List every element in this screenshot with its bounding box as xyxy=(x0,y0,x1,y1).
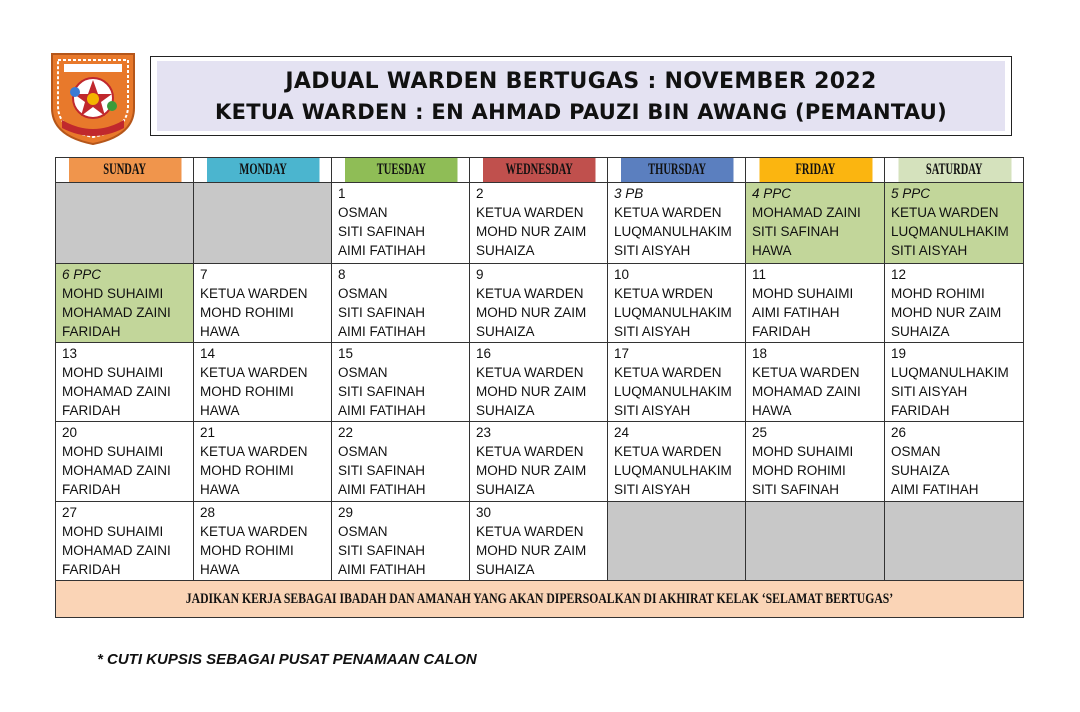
page-title: JADUAL WARDEN BERTUGAS : NOVEMBER 2022 xyxy=(285,68,877,94)
warden-name: LUQMANULHAKIM xyxy=(891,365,1009,380)
warden-name: SUHAIZA xyxy=(476,243,535,258)
day-header-label: TUESDAY xyxy=(375,161,426,178)
day-cell-content xyxy=(332,502,469,580)
day-header-monday xyxy=(206,158,319,183)
warden-name: LUQMANULHAKIM xyxy=(891,224,1009,239)
day-cell-content xyxy=(332,343,469,421)
day-number: 29 xyxy=(338,505,354,520)
day-cell-content xyxy=(56,502,193,580)
day-number: 1 xyxy=(338,186,346,201)
day-cell-content xyxy=(885,264,1023,342)
warden-name: KETUA WARDEN xyxy=(200,524,308,539)
day-cell-content xyxy=(885,343,1023,421)
warden-name: MOHAMAD ZAINI xyxy=(62,463,171,478)
warden-name: MOHD SUHAIMI xyxy=(752,444,854,459)
warden-name: SUHAIZA xyxy=(476,562,535,577)
day-cell-content xyxy=(608,264,745,342)
warden-name: SITI AISYAH xyxy=(891,384,968,399)
warden-name: KETUA WARDEN xyxy=(476,286,584,301)
warden-name: HAWA xyxy=(200,403,240,418)
warden-name: SUHAIZA xyxy=(476,482,535,497)
week-row xyxy=(56,422,1024,502)
warden-name: KETUA WARDEN xyxy=(476,205,584,220)
warden-name: KETUA WARDEN xyxy=(476,524,584,539)
warden-name: SITI SAFINAH xyxy=(752,482,840,497)
day-number: 17 xyxy=(614,346,630,361)
warden-name: KETUA WARDEN xyxy=(614,365,722,380)
warden-name: OSMAN xyxy=(338,524,388,539)
warden-name: HAWA xyxy=(200,562,240,577)
warden-name: SITI SAFINAH xyxy=(752,224,840,239)
day-number: 22 xyxy=(338,425,354,440)
day-cell-content xyxy=(194,343,331,421)
day-number: 16 xyxy=(476,346,492,361)
day-cell xyxy=(332,264,470,343)
week-row xyxy=(56,264,1024,343)
warden-name: MOHD SUHAIMI xyxy=(62,524,164,539)
day-number: 3 PB xyxy=(614,186,644,201)
day-cell-content xyxy=(470,343,607,421)
warden-name: AIMI FATIHAH xyxy=(338,403,426,418)
day-cell xyxy=(746,183,885,264)
warden-name: SITI AISYAH xyxy=(891,243,968,258)
motto-row xyxy=(56,581,1024,618)
day-cell-content xyxy=(608,183,745,261)
day-number: 11 xyxy=(752,267,767,282)
day-number: 4 PPC xyxy=(752,186,792,201)
warden-name: KETUA WARDEN xyxy=(752,365,860,380)
day-number: 5 PPC xyxy=(891,186,931,201)
warden-name: SITI SAFINAH xyxy=(338,224,426,239)
day-cell-content xyxy=(885,422,1023,500)
warden-name: MOHD ROHIMI xyxy=(200,305,294,320)
warden-name: KETUA WARDEN xyxy=(200,286,308,301)
warden-name: MOHAMAD ZAINI xyxy=(62,305,171,320)
day-cell xyxy=(56,343,194,422)
week-row xyxy=(56,183,1024,264)
day-cell-content xyxy=(56,343,193,421)
footnote: * CUTI KUPSIS SEBAGAI PUSAT PENAMAAN CALON xyxy=(97,651,477,668)
warden-name: FARIDAH xyxy=(62,324,121,339)
warden-name: KETUA WARDEN xyxy=(200,365,308,380)
day-header-saturday xyxy=(897,158,1011,183)
warden-name: MOHD ROHIMI xyxy=(200,543,294,558)
warden-name: MOHD SUHAIMI xyxy=(752,286,854,301)
day-header-label: SUNDAY xyxy=(103,161,146,178)
day-header-label: THURSDAY xyxy=(647,161,706,178)
warden-name: SITI SAFINAH xyxy=(338,384,426,399)
day-number: 15 xyxy=(338,346,354,361)
day-cell xyxy=(470,343,608,422)
day-cell-content xyxy=(608,343,745,421)
warden-name: HAWA xyxy=(752,403,792,418)
day-cell xyxy=(746,343,885,422)
warden-name: OSMAN xyxy=(338,286,388,301)
day-cell xyxy=(746,422,885,502)
warden-name: KETUA WARDEN xyxy=(476,365,584,380)
warden-name: AIMI FATIHAH xyxy=(338,482,426,497)
day-cell-content xyxy=(470,264,607,342)
day-cell-content xyxy=(746,422,884,500)
title-panel xyxy=(157,61,1005,131)
day-cell xyxy=(608,264,746,343)
warden-name: OSMAN xyxy=(891,444,941,459)
warden-name: KETUA WARDEN xyxy=(614,205,722,220)
day-number: 6 PPC xyxy=(62,267,102,282)
day-cell-content xyxy=(332,264,469,342)
day-cell xyxy=(56,264,194,343)
week-row xyxy=(56,502,1024,581)
empty-day-cell xyxy=(194,183,332,264)
warden-name: OSMAN xyxy=(338,444,388,459)
warden-name: SITI AISYAH xyxy=(614,403,691,418)
warden-name: LUQMANULHAKIM xyxy=(614,305,732,320)
warden-name: OSMAN xyxy=(338,365,388,380)
warden-name: AIMI FATIHAH xyxy=(338,324,426,339)
warden-name: MOHD NUR ZAIM xyxy=(476,224,587,239)
warden-name: MOHD NUR ZAIM xyxy=(476,463,587,478)
warden-name: OSMAN xyxy=(338,205,388,220)
day-number: 18 xyxy=(752,346,768,361)
warden-name: MOHD SUHAIMI xyxy=(62,286,164,301)
day-number: 25 xyxy=(752,425,768,440)
warden-name: FARIDAH xyxy=(752,324,811,339)
day-header-sunday xyxy=(68,158,181,183)
day-cell xyxy=(746,264,885,343)
day-cell-content xyxy=(332,183,469,261)
warden-name: MOHD ROHIMI xyxy=(752,463,846,478)
day-number: 2 xyxy=(476,186,484,201)
warden-name: AIMI FATIHAH xyxy=(891,482,979,497)
warden-name: HAWA xyxy=(200,482,240,497)
weekday-header-row xyxy=(56,158,1024,183)
day-cell xyxy=(885,343,1024,422)
day-cell-content xyxy=(194,264,331,342)
warden-name: MOHAMAD ZAINI xyxy=(62,384,171,399)
day-number: 30 xyxy=(476,505,492,520)
warden-schedule-table xyxy=(55,157,1024,618)
school-crest-logo xyxy=(48,50,138,146)
day-cell xyxy=(885,422,1024,502)
warden-name: MOHD NUR ZAIM xyxy=(476,384,587,399)
day-number: 24 xyxy=(614,425,630,440)
warden-name: KETUA WARDEN xyxy=(614,444,722,459)
warden-name: SITI SAFINAH xyxy=(338,463,426,478)
day-number: 20 xyxy=(62,425,78,440)
day-cell-content xyxy=(746,183,884,261)
day-cell xyxy=(470,183,608,264)
day-header-tuesday xyxy=(344,158,457,183)
day-header-label: FRIDAY xyxy=(795,161,835,178)
warden-name: MOHD SUHAIMI xyxy=(62,444,164,459)
warden-name: AIMI FATIHAH xyxy=(338,243,426,258)
day-cell-content xyxy=(56,422,193,500)
day-header-wednesday xyxy=(482,158,595,183)
warden-name: SITI SAFINAH xyxy=(338,305,426,320)
warden-name: KETUA WARDEN xyxy=(891,205,999,220)
warden-name: LUQMANULHAKIM xyxy=(614,463,732,478)
warden-name: FARIDAH xyxy=(62,403,121,418)
day-cell-content xyxy=(470,183,607,261)
empty-day-cell xyxy=(608,502,746,581)
empty-day-cell xyxy=(56,183,194,264)
day-cell-content xyxy=(56,264,193,342)
day-number: 28 xyxy=(200,505,216,520)
day-header-label: MONDAY xyxy=(238,161,287,178)
day-cell-content xyxy=(194,502,331,580)
day-cell-content xyxy=(470,502,607,580)
day-number: 7 xyxy=(200,267,208,282)
warden-name: SITI AISYAH xyxy=(614,324,691,339)
warden-name: AIMI FATIHAH xyxy=(752,305,840,320)
day-cell xyxy=(470,422,608,502)
day-cell xyxy=(470,264,608,343)
warden-name: MOHD NUR ZAIM xyxy=(891,305,1002,320)
warden-name: MOHAMAD ZAINI xyxy=(62,543,171,558)
day-number: 12 xyxy=(891,267,907,282)
warden-name: SITI AISYAH xyxy=(614,243,691,258)
day-cell xyxy=(56,502,194,581)
day-number: 13 xyxy=(62,346,78,361)
day-number: 10 xyxy=(614,267,630,282)
warden-name: FARIDAH xyxy=(62,482,121,497)
day-cell xyxy=(332,422,470,502)
warden-name: AIMI FATIHAH xyxy=(338,562,426,577)
day-header-label: SATURDAY xyxy=(925,161,983,178)
day-cell xyxy=(885,264,1024,343)
warden-name: MOHD NUR ZAIM xyxy=(476,305,587,320)
title-box xyxy=(150,56,1012,136)
warden-name: HAWA xyxy=(752,243,792,258)
week-row xyxy=(56,343,1024,422)
warden-name: SUHAIZA xyxy=(476,403,535,418)
warden-name: MOHD ROHIMI xyxy=(200,463,294,478)
warden-name: SUHAIZA xyxy=(476,324,535,339)
day-cell xyxy=(608,343,746,422)
day-cell xyxy=(885,183,1024,264)
warden-name: MOHD ROHIMI xyxy=(200,384,294,399)
warden-name: FARIDAH xyxy=(62,562,121,577)
warden-name: MOHD NUR ZAIM xyxy=(476,543,587,558)
day-cell-content xyxy=(746,264,884,342)
day-cell-content xyxy=(194,422,331,500)
page-subtitle: KETUA WARDEN : EN AHMAD PAUZI BIN AWANG (PEMANTAU) xyxy=(215,99,947,124)
day-number: 14 xyxy=(200,346,216,361)
day-cell xyxy=(194,264,332,343)
warden-name: MOHD SUHAIMI xyxy=(62,365,164,380)
warden-name: KETUA WRDEN xyxy=(614,286,714,301)
day-header-label: WEDNESDAY xyxy=(504,161,573,178)
day-number: 21 xyxy=(200,425,216,440)
day-cell xyxy=(194,502,332,581)
day-cell xyxy=(332,183,470,264)
day-cell-content xyxy=(746,343,884,421)
day-number: 27 xyxy=(62,505,78,520)
warden-name: MOHD ROHIMI xyxy=(891,286,985,301)
empty-day-cell xyxy=(885,502,1024,581)
warden-name: FARIDAH xyxy=(891,403,950,418)
day-cell xyxy=(608,422,746,502)
day-cell xyxy=(470,502,608,581)
day-cell xyxy=(194,422,332,502)
warden-name: SITI SAFINAH xyxy=(338,543,426,558)
warden-name: SUHAIZA xyxy=(891,463,950,478)
warden-name: LUQMANULHAKIM xyxy=(614,224,732,239)
warden-name: LUQMANULHAKIM xyxy=(614,384,732,399)
empty-day-cell xyxy=(746,502,885,581)
warden-name: SUHAIZA xyxy=(891,324,950,339)
day-cell-content xyxy=(332,422,469,500)
day-cell xyxy=(332,502,470,581)
warden-name: MOHAMAD ZAINI xyxy=(752,205,861,220)
day-header-thursday xyxy=(620,158,733,183)
day-cell-content xyxy=(885,183,1023,261)
motto-banner xyxy=(56,581,1024,618)
motto-text: JADIKAN KERJA SEBAGAI IBADAH DAN AMANAH YANG AKAN DIPERSOALKAN DI AKHIRAT KELAK ‘SELAMAT BERTUGAS’ xyxy=(185,590,894,607)
day-number: 9 xyxy=(476,267,484,282)
warden-name: HAWA xyxy=(200,324,240,339)
day-cell xyxy=(194,343,332,422)
day-cell xyxy=(56,422,194,502)
warden-name: KETUA WARDEN xyxy=(476,444,584,459)
day-header-friday xyxy=(758,158,872,183)
day-cell-content xyxy=(470,422,607,500)
warden-name: SITI AISYAH xyxy=(614,482,691,497)
warden-name: KETUA WARDEN xyxy=(200,444,308,459)
day-number: 23 xyxy=(476,425,492,440)
day-cell xyxy=(332,343,470,422)
warden-name: MOHAMAD ZAINI xyxy=(752,384,861,399)
day-cell-content xyxy=(608,422,745,500)
day-number: 19 xyxy=(891,346,907,361)
day-cell xyxy=(608,183,746,264)
day-number: 8 xyxy=(338,267,346,282)
day-number: 26 xyxy=(891,425,907,440)
